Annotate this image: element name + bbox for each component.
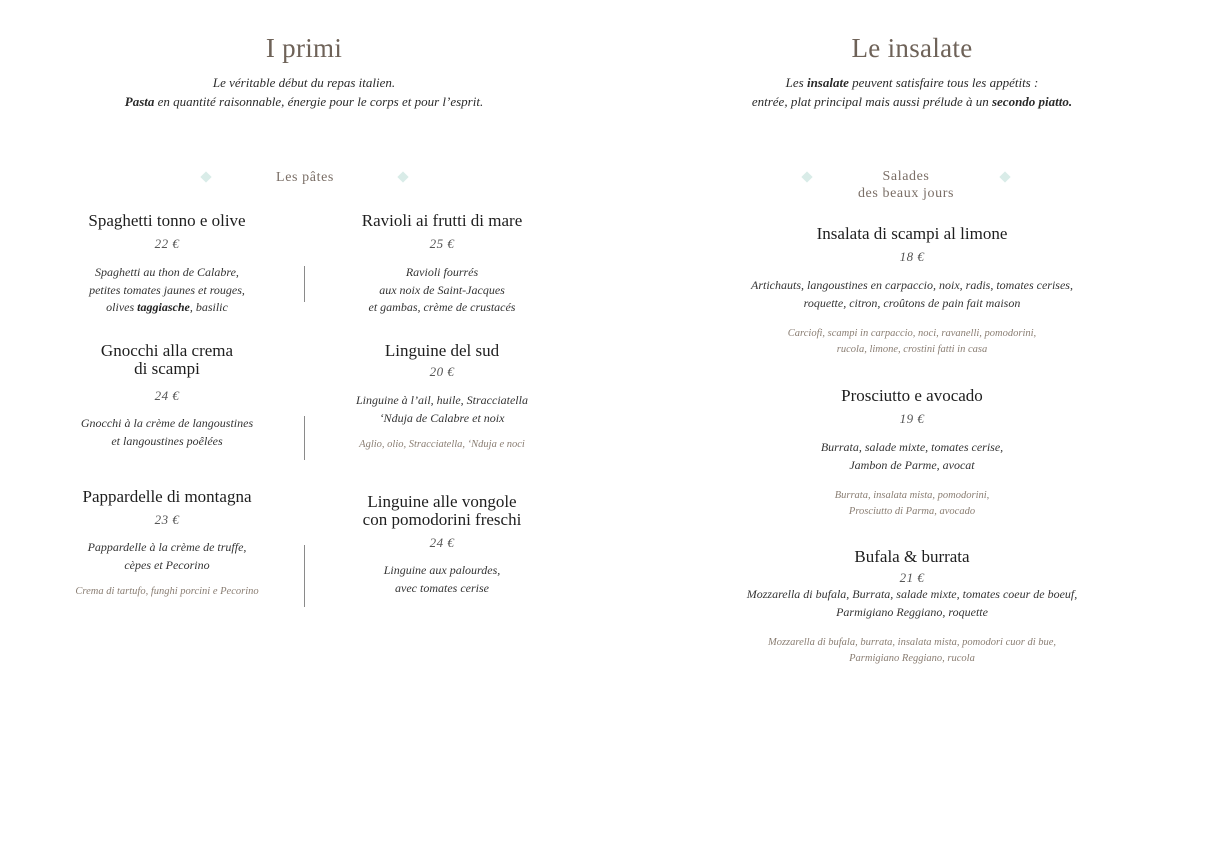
dish-bufala-burrata [712, 548, 1112, 667]
dish-price: 25 € [429, 236, 455, 251]
dish-name: Ravioli ai frutti di mare [361, 211, 523, 230]
dish-description: Linguine à l’ail, huile, Stracciatella ‘Nduja de Calabre et noix [356, 393, 528, 425]
dish-linguine-vongole [322, 493, 562, 597]
dish-name: Linguine del sud [384, 341, 500, 360]
intro-line-1: Les insalate peuvent satisfaire tous les appétits : [785, 75, 1039, 90]
diamond-ornament [397, 171, 408, 182]
dish-italian: Carciofi, scampi in carpaccio, noci, ravanelli, pomodorini, rucola, limone, crostini fatti in casa [787, 328, 1037, 355]
dish-name: Insalata di scampi al limone [816, 224, 1008, 243]
dish-price: 24 € [429, 535, 455, 550]
dish-price: 21 € [899, 570, 925, 585]
dish-description: Gnocchi à la crème de langoustines et langoustines poêlées [80, 416, 254, 448]
dish-name: Linguine alle vongole con pomodorini freschi [362, 492, 522, 529]
dish-price: 18 € [899, 249, 925, 264]
divider-line [304, 416, 305, 460]
dish-description: Artichauts, langoustines en carpaccio, noix, radis, tomates cerises, roquette, citron, croûtons de pain fait maison [751, 278, 1073, 310]
section-title-salades: Salades des beaux jours [857, 169, 955, 201]
dish-price: 24 € [154, 388, 180, 403]
dish-description: Linguine aux palourdes, avec tomates cerise [383, 563, 501, 595]
dish-price: 23 € [154, 512, 180, 527]
divider-line [304, 266, 305, 302]
dish-italian: Aglio, olio, Stracciatella, ‘Nduja e noci [359, 439, 525, 450]
dish-description: Pappardelle à la crème de truffe, cèpes et Pecorino [87, 540, 247, 572]
dish-description: Ravioli fourrés aux noix de Saint-Jacques et gambas, crème de crustacés [368, 265, 516, 314]
dish-italian: Crema di tartufo, funghi porcini e Pecorino [75, 586, 259, 597]
dish-name: Prosciutto e avocado [841, 386, 983, 405]
dish-price: 22 € [154, 236, 180, 251]
dish-price: 19 € [899, 411, 925, 426]
dish-insalata-scampi [712, 225, 1112, 358]
dish-pappardelle [37, 488, 297, 600]
dish-description: Mozzarella di bufala, Burrata, salade mixte, tomates coeur de boeuf, Parmigiano Reggiano, roquette [746, 587, 1078, 619]
intro-line-2: Pasta en quantité raisonnable, énergie pour le corps et pour l’esprit. [124, 94, 484, 109]
intro-primi [104, 73, 504, 111]
dish-prosciutto-avocado [712, 387, 1112, 520]
dish-ravioli [322, 212, 562, 317]
section-title-pates: Les pâtes [276, 170, 334, 185]
diamond-ornament [200, 171, 211, 182]
page-title-primi: I primi [265, 33, 343, 63]
dish-name: Spaghetti tonno e olive [88, 211, 246, 230]
dish-spaghetti [57, 212, 277, 317]
dish-price: 20 € [429, 364, 455, 379]
dish-name: Pappardelle di montagna [82, 487, 252, 506]
divider-line [304, 545, 305, 607]
intro-line-1: Le véritable début du repas italien. [212, 75, 396, 90]
diamond-ornament [999, 171, 1010, 182]
dish-gnocchi [47, 342, 287, 450]
intro-insalate [712, 73, 1112, 111]
dish-name: Bufala & burrata [854, 547, 970, 566]
dish-italian: Mozzarella di bufala, burrata, insalata mista, pomodori cuor di bue, Parmigiano Reggiano, rucola [767, 637, 1057, 664]
dish-linguine-sud [322, 342, 562, 453]
page-title-insalate: Le insalate [851, 33, 973, 63]
dish-name: Gnocchi alla crema di scampi [100, 341, 234, 378]
intro-line-2: entrée, plat principal mais aussi prélude à un secondo piatto. [751, 94, 1073, 109]
dish-description: Burrata, salade mixte, tomates cerise, Jambon de Parme, avocat [820, 440, 1004, 472]
diamond-ornament [801, 171, 812, 182]
dish-description: Spaghetti au thon de Calabre, petites tomates jaunes et rouges, olives taggiasche, basilic [89, 265, 245, 314]
dish-italian: Burrata, insalata mista, pomodorini, Prosciutto di Parma, avocado [834, 490, 990, 517]
